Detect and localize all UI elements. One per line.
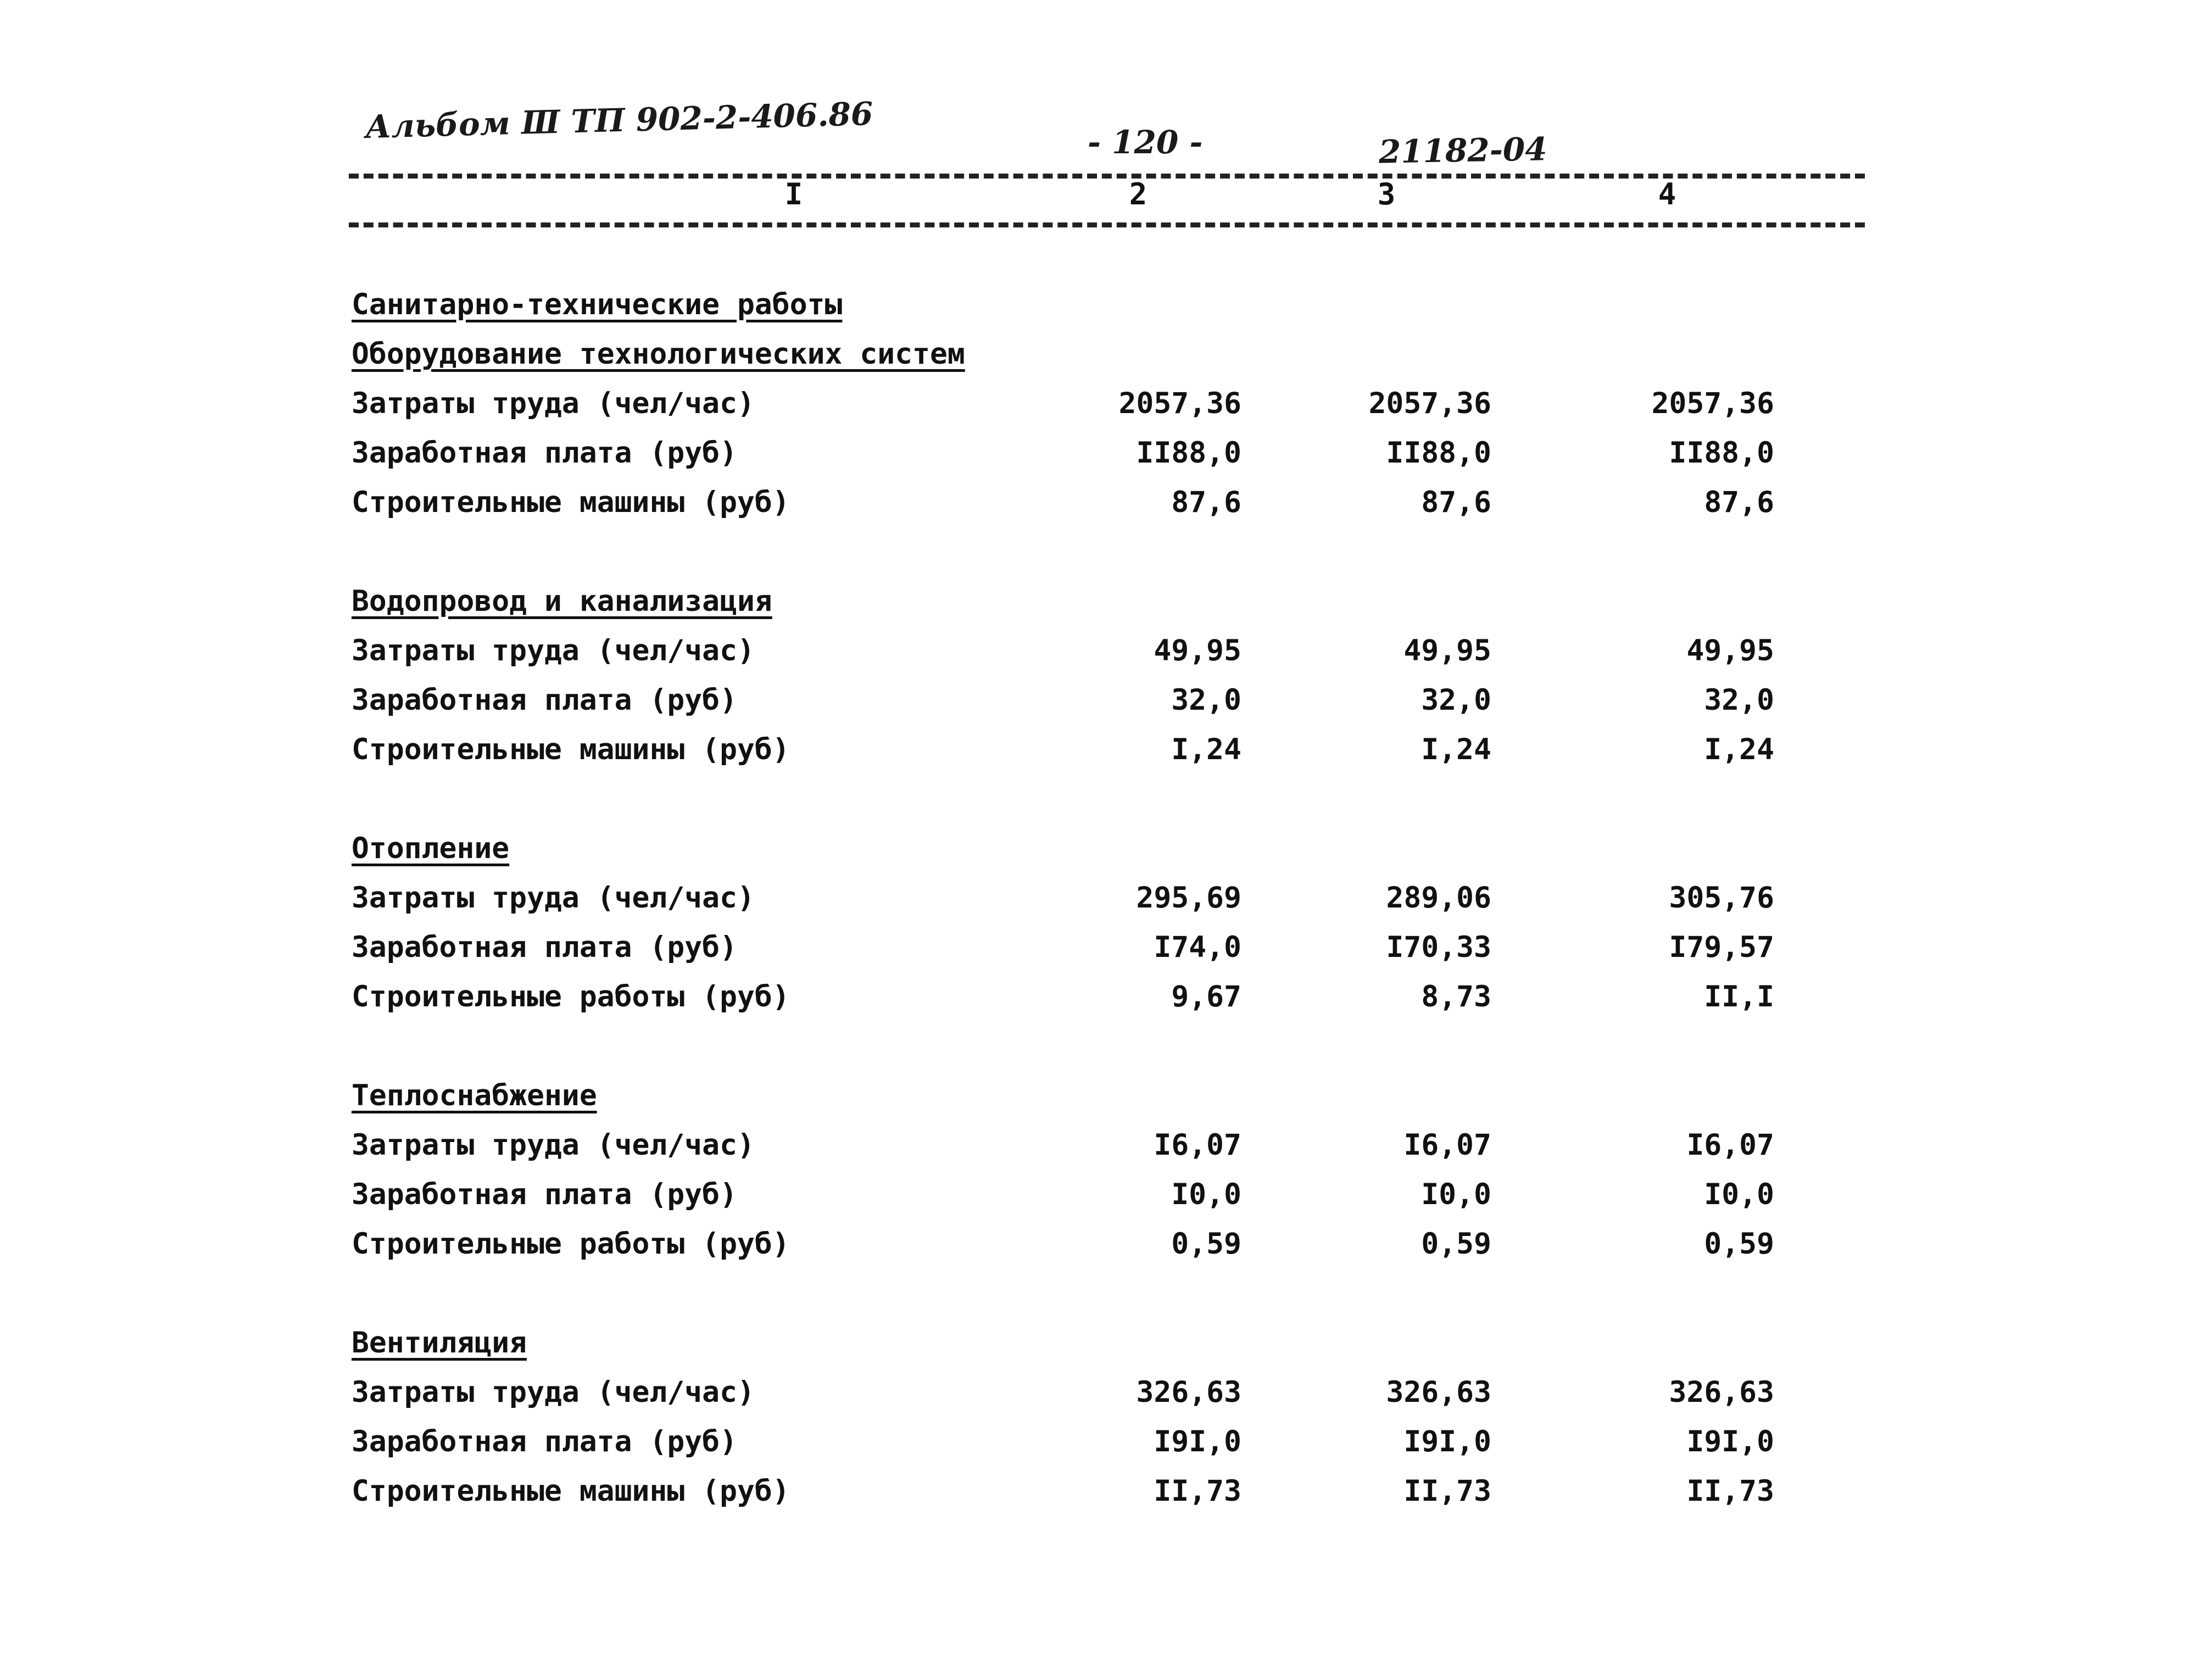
- value-column-4: 32,0: [1704, 683, 1774, 717]
- table-row: [0, 1170, 2212, 1219]
- value-column-3: 0,59: [1421, 1227, 1491, 1261]
- section-heading: [0, 824, 2212, 873]
- row-label: Строительные работы (руб): [352, 980, 790, 1013]
- row-label: Заработная плата (руб): [352, 931, 737, 964]
- row-label: Строительные машины (руб): [352, 1474, 790, 1508]
- value-column-2: I74,0: [1154, 931, 1241, 964]
- column-number-3: 3: [1377, 177, 1396, 211]
- table-row: [0, 379, 2212, 428]
- value-column-2: II,73: [1154, 1474, 1241, 1508]
- table-row: [0, 626, 2212, 676]
- value-column-2: 49,95: [1154, 634, 1241, 667]
- section-heading-label: Теплоснабжение: [352, 1079, 597, 1112]
- value-column-3: 49,95: [1403, 634, 1491, 667]
- value-column-2: 0,59: [1171, 1227, 1241, 1261]
- table-row: [0, 873, 2212, 923]
- section-spacer: [0, 527, 2212, 577]
- table-row: [0, 1219, 2212, 1269]
- value-column-4: I9I,0: [1686, 1425, 1774, 1458]
- value-column-2: I,24: [1171, 733, 1241, 766]
- value-column-3: I,24: [1421, 733, 1491, 766]
- value-column-3: I0,0: [1421, 1178, 1491, 1211]
- section-heading-label: Водопровод и канализация: [352, 584, 772, 618]
- value-column-3: I6,07: [1403, 1128, 1491, 1162]
- value-column-3: 326,63: [1386, 1375, 1491, 1409]
- table-row: [0, 1417, 2212, 1467]
- row-label: Заработная плата (руб): [352, 436, 737, 470]
- section-heading: [0, 577, 2212, 626]
- value-column-4: 87,6: [1704, 486, 1774, 519]
- row-label: Заработная плата (руб): [352, 1178, 737, 1211]
- row-label: Затраты труда (чел/час): [352, 1375, 755, 1409]
- section-spacer: [0, 1269, 2212, 1318]
- table-row: [0, 478, 2212, 527]
- value-column-4: 2057,36: [1651, 387, 1774, 420]
- value-column-3: 2057,36: [1368, 387, 1491, 420]
- row-label: Затраты труда (чел/час): [352, 881, 755, 915]
- table-row: [0, 428, 2212, 478]
- row-label: Строительные машины (руб): [352, 486, 790, 519]
- table-row: [0, 972, 2212, 1022]
- table-header-rule-bottom: [349, 222, 1865, 227]
- value-column-2: 87,6: [1171, 486, 1241, 519]
- section-heading-label: Вентиляция: [352, 1326, 527, 1360]
- value-column-3: 8,73: [1421, 980, 1491, 1013]
- value-column-4: 305,76: [1669, 881, 1774, 915]
- table-header-rule-top: [349, 174, 1865, 179]
- row-label: Строительные работы (руб): [352, 1227, 790, 1261]
- value-column-2: I6,07: [1154, 1128, 1241, 1162]
- table-row: [0, 676, 2212, 725]
- table-row: [0, 725, 2212, 775]
- table-row: [0, 923, 2212, 972]
- column-number-4: 4: [1658, 177, 1676, 211]
- row-label: Затраты труда (чел/час): [352, 1128, 755, 1162]
- value-column-3: I70,33: [1386, 931, 1491, 964]
- row-label: Заработная плата (руб): [352, 683, 737, 717]
- value-column-4: II,73: [1686, 1474, 1774, 1508]
- value-column-3: 289,06: [1386, 881, 1491, 915]
- table-row: [0, 1368, 2212, 1417]
- value-column-2: 9,67: [1171, 980, 1241, 1013]
- value-column-2: 326,63: [1136, 1375, 1241, 1409]
- value-column-4: II88,0: [1669, 436, 1774, 470]
- value-column-4: 0,59: [1704, 1227, 1774, 1261]
- value-column-4: I79,57: [1669, 931, 1774, 964]
- album-title: Альбом Ⅲ ТП 902-2-406.86: [365, 94, 874, 146]
- section-heading: [0, 1071, 2212, 1121]
- table-row: [0, 1467, 2212, 1516]
- page-number: - 120 -: [1088, 124, 1203, 161]
- section-heading: [0, 330, 2212, 379]
- table-body: [0, 280, 2212, 1516]
- column-number-2: 2: [1129, 177, 1147, 211]
- value-column-3: 87,6: [1421, 486, 1491, 519]
- section-heading: [0, 280, 2212, 330]
- value-column-2: II88,0: [1136, 436, 1241, 470]
- section-heading: [0, 1318, 2212, 1368]
- value-column-3: I9I,0: [1403, 1425, 1491, 1458]
- value-column-4: I,24: [1704, 733, 1774, 766]
- column-number-1: I: [784, 177, 803, 211]
- value-column-4: 326,63: [1669, 1375, 1774, 1409]
- section-spacer: [0, 1022, 2212, 1071]
- value-column-3: 32,0: [1421, 683, 1491, 717]
- value-column-2: 32,0: [1171, 683, 1241, 717]
- row-label: Заработная плата (руб): [352, 1425, 737, 1458]
- row-label: Затраты труда (чел/час): [352, 387, 755, 420]
- value-column-3: II,73: [1403, 1474, 1491, 1508]
- value-column-2: I0,0: [1171, 1178, 1241, 1211]
- section-heading-label: Санитарно-технические работы: [352, 288, 843, 321]
- value-column-2: 295,69: [1136, 881, 1241, 915]
- value-column-4: I6,07: [1686, 1128, 1774, 1162]
- document-code: 21182-04: [1378, 130, 1548, 171]
- section-heading-label: Оборудование технологических систем: [352, 337, 965, 371]
- value-column-4: I0,0: [1704, 1178, 1774, 1211]
- value-column-3: II88,0: [1386, 436, 1491, 470]
- row-label: Затраты труда (чел/час): [352, 634, 755, 667]
- table-row: [0, 1121, 2212, 1170]
- section-heading-label: Отопление: [352, 832, 510, 865]
- value-column-4: 49,95: [1686, 634, 1774, 667]
- value-column-4: II,I: [1704, 980, 1774, 1013]
- value-column-2: I9I,0: [1154, 1425, 1241, 1458]
- row-label: Строительные машины (руб): [352, 733, 790, 766]
- value-column-2: 2057,36: [1118, 387, 1241, 420]
- section-spacer: [0, 775, 2212, 824]
